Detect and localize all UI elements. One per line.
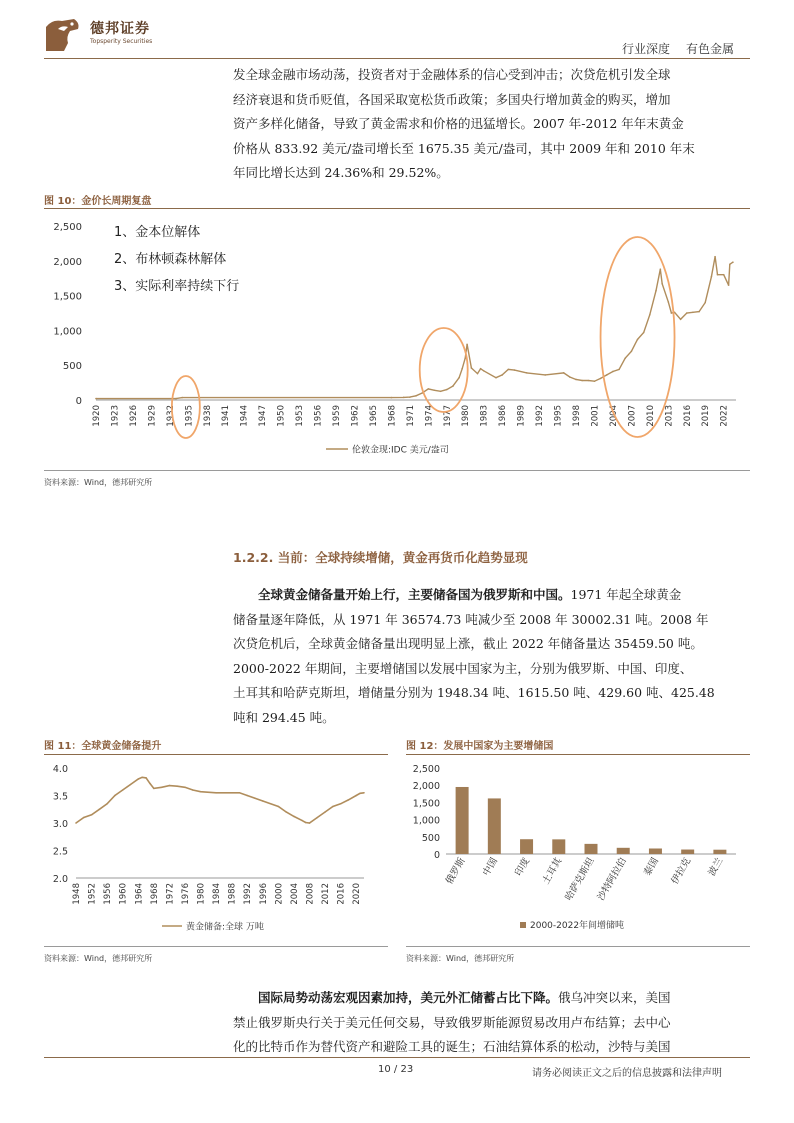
x-tick-label: 1983 xyxy=(479,405,490,427)
x-tick-label: 1952 xyxy=(87,883,98,905)
x-tick-label: 1974 xyxy=(424,405,435,427)
gold-reserve-point xyxy=(161,786,163,788)
gold-reserve-point xyxy=(122,789,124,791)
gold-price-point xyxy=(594,380,596,382)
category-label: 哈萨克斯坦 xyxy=(563,856,597,903)
y-tick-label: 0 xyxy=(75,396,82,407)
gold-price-point xyxy=(729,263,731,265)
bottom-line-2: 禁止俄罗斯央行关于美元任何交易，导致俄罗斯能源贸易改用卢布结算；去中心 xyxy=(233,1014,671,1030)
gold-price-point xyxy=(501,374,503,376)
gold-price-point xyxy=(671,312,673,314)
gold-price-point xyxy=(458,377,460,379)
annotation-1: 1、金本位解体 xyxy=(114,225,201,240)
gold-price-point xyxy=(600,378,602,380)
company-logo-icon xyxy=(44,17,84,53)
y-tick-label: 1,500 xyxy=(53,291,82,303)
gold-price-point xyxy=(723,274,725,276)
header xyxy=(0,0,794,60)
section-line-4: 2000-2022 年期间，主要增储国以发展中国家为主，分别为俄罗斯、中国、印度、 xyxy=(233,660,693,676)
gold-reserve-point xyxy=(99,808,101,810)
gold-price-point xyxy=(415,395,417,397)
figure11-source: 资料来源：Wind，德邦研究所 xyxy=(44,954,153,963)
x-tick-label: 2010 xyxy=(645,405,656,427)
y-tick-label: 2,500 xyxy=(412,764,440,775)
gold-price-point xyxy=(440,391,442,393)
x-tick-label: 2022 xyxy=(719,405,730,427)
y-tick-label: 1,500 xyxy=(412,798,440,810)
gold-price-point xyxy=(661,283,663,285)
gold-reserve-point xyxy=(130,784,132,786)
y-tick-label: 500 xyxy=(62,361,82,373)
header-tag-category: 行业深度 xyxy=(622,42,671,56)
y-tick-label: 2,000 xyxy=(53,256,82,268)
x-tick-label: 1989 xyxy=(516,405,527,427)
bar-9 xyxy=(713,850,726,854)
bar-7 xyxy=(649,848,662,854)
x-tick-label: 1965 xyxy=(368,405,379,427)
figure10-bottom-rule xyxy=(44,470,750,471)
legend-label: 2000-2022年间增储吨 xyxy=(530,921,625,931)
x-tick-label: 1972 xyxy=(165,883,176,905)
gold-price-point xyxy=(563,372,565,374)
section-line-5: 土耳其和哈萨克斯坦，增储量分别为 1948.34 吨、1615.50 吨、429.60 吨、425.48 xyxy=(233,685,715,700)
x-tick-label: 1920 xyxy=(92,405,102,427)
gold-price-point xyxy=(588,380,590,382)
gold-reserve-point xyxy=(359,793,361,795)
x-tick-label: 1950 xyxy=(276,405,287,427)
x-tick-label: 1962 xyxy=(350,405,361,427)
figure12-bottom-rule xyxy=(406,946,750,947)
gold-price-point xyxy=(391,397,393,399)
y-tick-label: 2.0 xyxy=(52,874,68,885)
gold-reserve-point xyxy=(270,803,272,805)
gold-reserve-point xyxy=(75,822,77,824)
bar-6 xyxy=(617,848,630,854)
gold-reserve-point xyxy=(301,819,303,821)
y-tick-label: 1,000 xyxy=(53,326,82,338)
intro-line-1: 发全球金融市场动荡，投资者对于金融体系的信心受到冲击；次贷危机引发全球 xyxy=(233,67,671,82)
category-label: 俄罗斯 xyxy=(443,856,468,887)
y-tick-label: 0 xyxy=(433,850,440,861)
x-tick-label: 2004 xyxy=(608,405,619,427)
header-divider xyxy=(44,58,750,59)
gold-price-point xyxy=(544,374,546,376)
section-line-3: 次贷危机后，全球黄金储备量出现明显上涨，截止 2022 年储备量达 35459.50 吨。 xyxy=(233,636,703,651)
gold-reserve-point xyxy=(340,803,342,805)
y-tick-label: 2,500 xyxy=(53,222,82,233)
figure10-title: 图 10：金价长周期复盘 xyxy=(44,196,152,207)
x-tick-label: 1992 xyxy=(243,883,254,905)
logo-subtitle: Topsperity Securities xyxy=(90,38,153,45)
gold-price-point xyxy=(643,332,645,334)
x-tick-label: 2019 xyxy=(701,405,712,427)
gold-reserve-point xyxy=(106,803,108,805)
gold-price-point xyxy=(704,302,706,304)
x-tick-label: 2012 xyxy=(321,883,332,905)
highlight-circle-1977 xyxy=(420,328,468,412)
x-tick-label: 1964 xyxy=(134,883,145,905)
gold-reserve-point xyxy=(141,777,143,779)
gold-price-line xyxy=(96,257,733,399)
figure12-source: 资料来源：Wind，德邦研究所 xyxy=(406,954,515,963)
gold-reserve-point xyxy=(246,795,248,797)
figure12-title: 图 12：发展中国家为主要增储国 xyxy=(406,741,554,752)
gold-price-point xyxy=(409,396,411,398)
footer-disclaimer: 请务必阅读正文之后的信息披露和法律声明 xyxy=(532,1068,722,1079)
gold-price-point xyxy=(717,274,719,276)
x-tick-label: 1941 xyxy=(221,405,232,427)
footer-divider xyxy=(44,1057,750,1058)
gold-reserve-point xyxy=(137,778,139,780)
logo-name: 德邦证券 xyxy=(90,21,150,37)
annotation-3: 3、实际利率持续下行 xyxy=(114,279,240,294)
x-tick-label: 2004 xyxy=(289,883,300,905)
gold-price-point xyxy=(637,339,639,341)
x-tick-label: 1968 xyxy=(149,883,160,905)
gold-price-point xyxy=(403,397,405,399)
intro-line-2: 经济衰退和货币贬值，各国采取宽松货币政策；多国央行增加黄金的购买，增加 xyxy=(233,91,671,107)
intro-paragraph xyxy=(233,63,751,186)
category-label: 土耳其 xyxy=(540,856,565,887)
gold-price-point xyxy=(624,357,626,359)
x-tick-label: 1995 xyxy=(553,405,564,427)
gold-price-point xyxy=(495,377,497,379)
y-tick-label: 3.5 xyxy=(52,791,68,803)
x-tick-label: 2000 xyxy=(274,883,285,905)
category-label: 伊拉克 xyxy=(669,856,694,887)
gold-reserve-point xyxy=(184,786,186,788)
category-label: 泰国 xyxy=(642,856,662,878)
intro-line-3: 资产多样化储备，导致了黄金需求和价格的迅猛增长。2007 年-2012 年年末黄金 xyxy=(233,116,684,131)
section-lead-sentence: 全球黄金储备量开始上行，主要储备国为俄罗斯和中国。 xyxy=(258,587,571,602)
gold-price-point xyxy=(680,318,682,320)
section-paragraph xyxy=(233,583,751,730)
gold-reserve-point xyxy=(231,792,233,794)
bar-2 xyxy=(488,798,501,854)
bottom-paragraph xyxy=(233,986,751,1060)
gold-reserve-point xyxy=(324,811,326,813)
gold-reserve-point xyxy=(254,797,256,799)
gold-reserve-point xyxy=(83,817,85,819)
section-line-1 xyxy=(233,583,751,608)
gold-price-point xyxy=(618,369,620,371)
gold-price-point xyxy=(569,376,571,378)
gold-reserve-line xyxy=(76,777,364,823)
gold-price-point xyxy=(711,276,713,278)
gold-reserve-point xyxy=(169,785,171,787)
gold-price-point xyxy=(631,350,633,352)
gold-reserve-point xyxy=(305,822,307,824)
highlight-circle-2008 xyxy=(601,237,675,437)
x-tick-label: 1932 xyxy=(165,405,176,427)
bar-1 xyxy=(456,787,469,854)
x-tick-label: 2016 xyxy=(336,883,347,905)
gold-price-point xyxy=(466,344,468,346)
gold-reserve-point xyxy=(293,816,295,818)
x-tick-label: 1984 xyxy=(212,883,223,905)
x-tick-label: 1960 xyxy=(118,883,129,905)
figure12-chart xyxy=(406,756,750,946)
gold-reserve-point xyxy=(114,795,116,797)
x-tick-label: 1992 xyxy=(535,404,546,427)
section-line-2: 储备量逐年降低，从 1971 年 36574.73 吨减少至 2008 年 30002.31 吨。2008 年 xyxy=(233,611,709,627)
figure12-top-rule xyxy=(406,754,750,755)
gold-reserve-point xyxy=(153,788,155,790)
gold-reserve-point xyxy=(348,799,350,801)
gold-reserve-point xyxy=(262,800,264,802)
gold-reserve-point xyxy=(285,811,287,813)
x-tick-label: 2007 xyxy=(627,405,638,427)
x-tick-label: 1923 xyxy=(110,405,121,427)
gold-reserve-point xyxy=(149,783,151,785)
gold-reserve-point xyxy=(316,817,318,819)
figure10-chart xyxy=(44,210,750,470)
x-tick-label: 1926 xyxy=(128,405,139,427)
x-tick-label: 1980 xyxy=(196,883,207,905)
section-line-6: 吨和 294.45 吨。 xyxy=(233,709,335,725)
figure11-bottom-rule xyxy=(44,946,388,947)
intro-line-4: 价格从 833.92 美元/盎司增长至 1675.35 美元/盎司，其中 2009 年和 2010 年末 xyxy=(233,140,695,156)
x-tick-label: 1938 xyxy=(202,405,213,427)
bar-5 xyxy=(585,844,598,854)
gold-price-point xyxy=(612,371,614,373)
gold-price-point xyxy=(483,370,485,372)
gold-price-point xyxy=(480,368,482,370)
figure11-top-rule xyxy=(44,754,388,755)
section-line-1-rest: 1971 年起全球黄金 xyxy=(570,587,682,602)
gold-reserve-point xyxy=(332,806,334,808)
gold-price-point xyxy=(698,311,700,313)
x-tick-label: 1968 xyxy=(387,405,398,427)
figure11-title: 图 11：全球黄金储备提升 xyxy=(44,741,162,752)
y-tick-label: 1,000 xyxy=(412,815,440,827)
gold-price-point xyxy=(181,397,183,399)
y-tick-label: 500 xyxy=(421,832,440,844)
bar-3 xyxy=(520,839,533,854)
gold-price-point xyxy=(508,369,510,371)
gold-price-point xyxy=(446,389,448,391)
gold-price-point xyxy=(714,256,716,258)
gold-price-point xyxy=(514,369,516,371)
gold-reserve-point xyxy=(91,814,93,816)
x-tick-label: 1953 xyxy=(295,405,306,427)
gold-reserve-point xyxy=(176,785,178,787)
header-tag-industry: 有色金属 xyxy=(686,42,735,56)
figure11-chart xyxy=(44,756,388,946)
category-label: 印度 xyxy=(513,856,533,878)
gold-price-point xyxy=(649,314,651,316)
x-tick-label: 1944 xyxy=(239,405,250,427)
gold-price-point xyxy=(660,268,662,270)
bar-4 xyxy=(552,839,565,854)
category-label: 波兰 xyxy=(706,856,726,878)
x-tick-label: 1976 xyxy=(180,883,191,905)
bottom-line-1 xyxy=(233,986,751,1011)
section-heading: 1.2.2. 当前：全球持续增储，黄金再货币化趋势显现 xyxy=(233,550,528,565)
gold-price-point xyxy=(692,312,694,314)
gold-price-point xyxy=(477,373,479,375)
x-tick-label: 1980 xyxy=(461,405,472,427)
gold-reserve-point xyxy=(309,822,311,824)
gold-price-point xyxy=(686,312,688,314)
gold-price-point xyxy=(526,372,528,374)
x-tick-label: 1988 xyxy=(227,883,238,905)
y-tick-label: 2,000 xyxy=(412,781,440,793)
x-tick-label: 1998 xyxy=(572,405,582,427)
y-tick-label: 3.0 xyxy=(52,819,68,830)
figure10-top-rule xyxy=(44,208,750,209)
x-tick-label: 1929 xyxy=(147,405,158,427)
category-label: 沙特阿拉伯 xyxy=(595,856,629,903)
x-tick-label: 2013 xyxy=(664,405,675,427)
gold-price-point xyxy=(575,379,577,381)
x-tick-label: 1935 xyxy=(184,405,195,427)
x-tick-label: 1956 xyxy=(313,405,324,427)
x-tick-label: 2008 xyxy=(305,883,316,905)
gold-price-point xyxy=(732,261,734,263)
figure10-source: 资料来源：Wind，德邦研究所 xyxy=(44,478,153,487)
gold-price-point xyxy=(471,367,473,369)
gold-reserve-point xyxy=(278,806,280,808)
gold-price-point xyxy=(428,388,430,390)
gold-price-point xyxy=(668,301,670,303)
x-tick-label: 2001 xyxy=(590,405,601,427)
x-tick-label: 1996 xyxy=(258,883,269,905)
gold-reserve-point xyxy=(355,795,357,797)
gold-reserve-point xyxy=(363,792,365,794)
gold-reserve-point xyxy=(145,777,147,779)
gold-price-point xyxy=(175,398,177,400)
x-tick-label: 1956 xyxy=(103,883,114,905)
legend-label: 黄金储备:全球 万吨 xyxy=(186,922,264,933)
gold-price-point xyxy=(464,357,466,359)
x-tick-label: 1971 xyxy=(405,405,416,427)
gold-price-point xyxy=(452,385,454,387)
y-tick-label: 4.0 xyxy=(52,764,68,775)
bar-8 xyxy=(681,850,694,854)
gold-price-point xyxy=(728,284,730,286)
gold-reserve-point xyxy=(239,792,241,794)
gold-reserve-point xyxy=(215,792,217,794)
x-tick-label: 1959 xyxy=(332,405,342,427)
x-tick-label: 2020 xyxy=(352,883,363,905)
legend-label: 伦敦金现:IDC 美元/盎司 xyxy=(352,445,449,456)
gold-reserve-point xyxy=(192,789,194,791)
x-tick-label: 1948 xyxy=(72,883,82,905)
y-tick-label: 2.5 xyxy=(52,846,68,858)
gold-price-point xyxy=(606,374,608,376)
gold-price-point xyxy=(581,380,583,382)
bottom-line-1-rest: 俄乌冲突以来，美国 xyxy=(558,990,671,1005)
gold-reserve-point xyxy=(200,791,202,793)
gold-price-point xyxy=(95,398,97,400)
bottom-lead-sentence: 国际局势动荡宏观因素加持，美元外汇储蓄占比下降。 xyxy=(258,990,559,1005)
x-tick-label: 1947 xyxy=(258,405,269,427)
bottom-line-3: 化的比特币作为替代资产和避险工具的诞生；石油结算体系的松动，沙特与美国 xyxy=(233,1039,671,1054)
gold-price-point xyxy=(434,389,436,391)
legend-swatch xyxy=(520,922,526,928)
annotation-2: 2、布林顿森林解体 xyxy=(114,252,227,267)
page-number: 10 / 23 xyxy=(378,1064,414,1075)
gold-price-point xyxy=(461,368,463,370)
x-tick-label: 2016 xyxy=(682,405,693,427)
category-label: 中国 xyxy=(480,856,500,878)
gold-price-point xyxy=(655,290,657,292)
x-tick-label: 1977 xyxy=(442,405,453,427)
x-tick-label: 1986 xyxy=(498,405,509,427)
intro-line-5: 年同比增长达到 24.36%和 29.52%。 xyxy=(233,165,449,180)
